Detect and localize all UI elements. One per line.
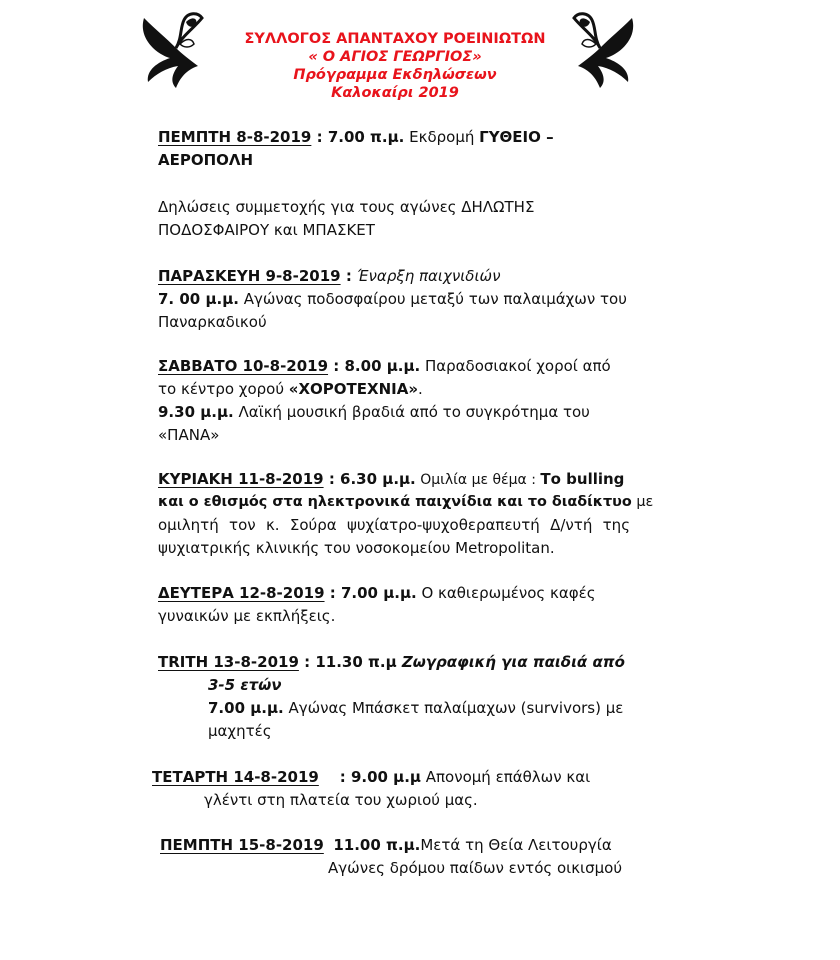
event-desc: Παραδοσιακοί χοροί από — [420, 357, 611, 375]
event-fri9 — [158, 265, 628, 334]
event-desc: Ζωγραφική για παιδιά από — [396, 653, 625, 671]
separator: : — [318, 768, 351, 786]
org-subtitle: « Ο ΑΓΙΟΣ ΓΕΩΡΓΙΟΣ» — [308, 49, 482, 65]
event-desc-4: «ΠΑΝΑ» — [158, 426, 220, 444]
separator — [324, 836, 334, 854]
event-desc: Έναρξη παιχνιδιών — [357, 267, 501, 285]
event-desc: Ο καθιερωμένος καφές — [416, 584, 596, 602]
event-topic: Το bulling — [540, 470, 625, 488]
event-speaker-2: ψυχιατρικής κλινικής του νοσοκομείου Metropolitan. — [158, 539, 555, 557]
event-desc: Ομιλία με θέμα : — [415, 472, 541, 488]
program-title: Πρόγραμμα Εκδηλώσεων — [293, 67, 497, 83]
event-time: 9.00 μ.μ — [350, 768, 421, 786]
event-time: 8.00 μ.μ. — [344, 357, 421, 375]
event-time: 7. 00 μ.μ. — [158, 290, 239, 308]
event-time: 7.00 π.μ. — [327, 128, 405, 146]
event-tue13 — [158, 651, 638, 743]
event-time: 6.30 μ.μ. — [340, 470, 416, 488]
event-sun11 — [158, 468, 654, 560]
venue-name: «ΧΟΡΟΤΕΧΝΙΑ» — [288, 380, 419, 398]
event-time: 11.00 π.μ. — [333, 836, 421, 854]
punctuation: . — [418, 380, 423, 398]
separator: : — [298, 653, 316, 671]
event-desc: Αγώνας ποδοσφαίρου μεταξύ των παλαιμάχων του — [238, 290, 627, 308]
event-time: 7.00 μ.μ. — [340, 584, 417, 602]
event-date: TRITH 13-8-2019 — [158, 653, 299, 671]
event-desc: με — [631, 494, 654, 510]
event-desc: Μετά τη Θεία Λειτουργία — [420, 836, 612, 854]
event-time: 9.30 μ.μ. — [158, 403, 234, 421]
event-destination: ΓΥΘΕΙΟ – — [479, 128, 554, 146]
event-time: 11.30 π.μ — [315, 653, 397, 671]
program-season: Καλοκαίρι 2019 — [331, 85, 459, 101]
event-date: ΠΕΜΠΤΗ 8-8-2019 — [158, 128, 312, 146]
event-date: ΔΕΥΤΕΡΑ 12-8-2019 — [158, 584, 325, 602]
event-desc: Λαϊκή μουσική βραδιά από το συγκρότημα του — [233, 403, 590, 421]
registration-line-1: Δηλώσεις συμμετοχής για τους αγώνες ΔΗΛΩΤΗΣ — [158, 198, 535, 216]
event-desc: Εκδρομή — [404, 128, 480, 146]
flourish-icon — [136, 8, 206, 90]
event-desc-3: Παναρκαδικού — [158, 313, 267, 331]
event-date: ΠΑΡΑΣΚΕΥΗ 9-8-2019 — [158, 267, 341, 285]
event-desc-2: γλέντι στη πλατεία του χωριού μας. — [204, 791, 478, 809]
event-mon12 — [158, 582, 628, 628]
event-desc: Αγώνας Μπάσκετ παλαίμαχων (survivors) με — [283, 699, 624, 717]
event-desc-4: μαχητές — [208, 722, 272, 740]
registration-note — [158, 196, 588, 242]
event-desc-2: γυναικών με εκπλήξεις. — [158, 607, 336, 625]
event-topic-2: και ο εθισμός στα ηλεκτρονικά παιχνίδια και το διαδίκτυο — [158, 494, 632, 510]
event-destination-2: ΑΕΡΟΠΟΛΗ — [158, 151, 254, 169]
separator: : — [340, 267, 358, 285]
separator: : — [324, 584, 341, 602]
event-date: ΣΑΒΒΑΤΟ 10-8-2019 — [158, 357, 329, 375]
event-thu8 — [158, 126, 588, 172]
registration-line-2: ΠΟΔΟΣΦΑΙΡΟΥ και ΜΠΑΣΚΕΤ — [158, 221, 375, 239]
separator: : — [328, 357, 345, 375]
event-desc-2: Αγώνες δρόμου παίδων εντός οικισμού — [328, 859, 623, 877]
org-name: ΣΥΛΛΟΓΟΣ ΑΠΑΝΤΑΧΟΥ ΡΟΕΙΝΙΩΤΩΝ — [244, 31, 546, 47]
event-date: ΠΕΜΠΤΗ 15-8-2019 — [160, 836, 324, 854]
event-desc-2: 3-5 ετών — [208, 676, 282, 694]
event-desc: το κέντρο χορού — [158, 380, 289, 398]
event-date: ΚΥΡΙΑΚΗ 11-8-2019 — [158, 470, 324, 488]
event-time: 7.00 μ.μ. — [208, 699, 284, 717]
flourish-icon — [570, 8, 640, 90]
event-speaker: ομιλητή τον κ. Σούρα ψυχίατρο-ψυχοθεραπευτή Δ/ντή της — [158, 516, 630, 534]
event-wed14 — [152, 766, 622, 812]
separator: : — [323, 470, 341, 488]
event-sat10 — [158, 355, 628, 447]
separator: : — [311, 128, 328, 146]
event-date: ΤΕΤΑΡΤΗ 14-8-2019 — [152, 768, 319, 786]
event-desc: Απονομή επάθλων και — [420, 768, 591, 786]
event-thu15 — [160, 834, 630, 880]
document-header — [215, 30, 575, 102]
